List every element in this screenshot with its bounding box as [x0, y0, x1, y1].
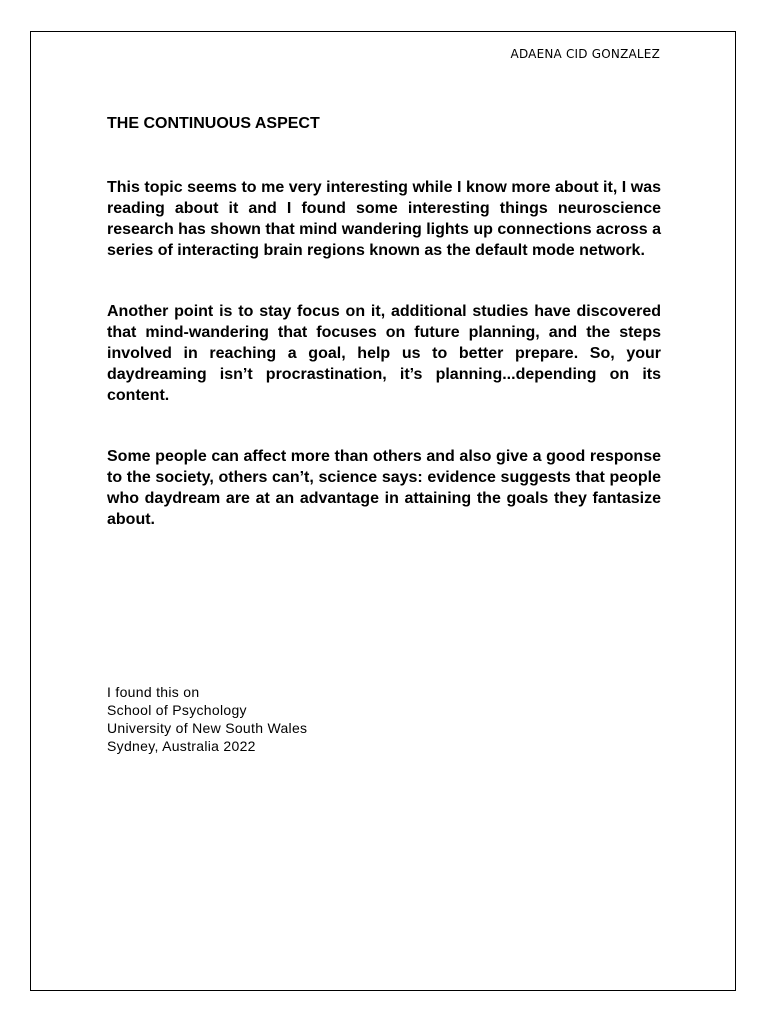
author-name: ADAENA CID GONZALEZ [510, 47, 660, 61]
body-paragraph-2: Another point is to stay focus on it, additional studies have discovered that mind-wandering that focuses on future planning, and the steps involved in reaching a goal, help us to better prepare. So, your daydreaming isn’t procrastination, it’s planning...depending on its content. [107, 303, 661, 404]
document-page [30, 31, 736, 991]
body-paragraph-1: This topic seems to me very interesting while I know more about it, I was reading about it and I found some interesting things neuroscience research has shown that mind wandering lights up connections across a series of interacting brain regions known as the default mode network. [107, 179, 661, 259]
source-line-location: Sydney, Australia 2022 [107, 738, 256, 754]
source-line-school: School of Psychology [107, 702, 247, 718]
body-paragraph-3: Some people can affect more than others and also give a good response to the society, others can’t, science says: evidence suggests that people who daydream are at an advantage in attaining the goals they fantasize about. [107, 448, 661, 528]
source-citation [107, 683, 307, 755]
source-line-university: University of New South Wales [107, 720, 308, 736]
document-title: THE CONTINUOUS ASPECT [107, 115, 320, 132]
source-line-intro: I found this on [107, 684, 200, 700]
